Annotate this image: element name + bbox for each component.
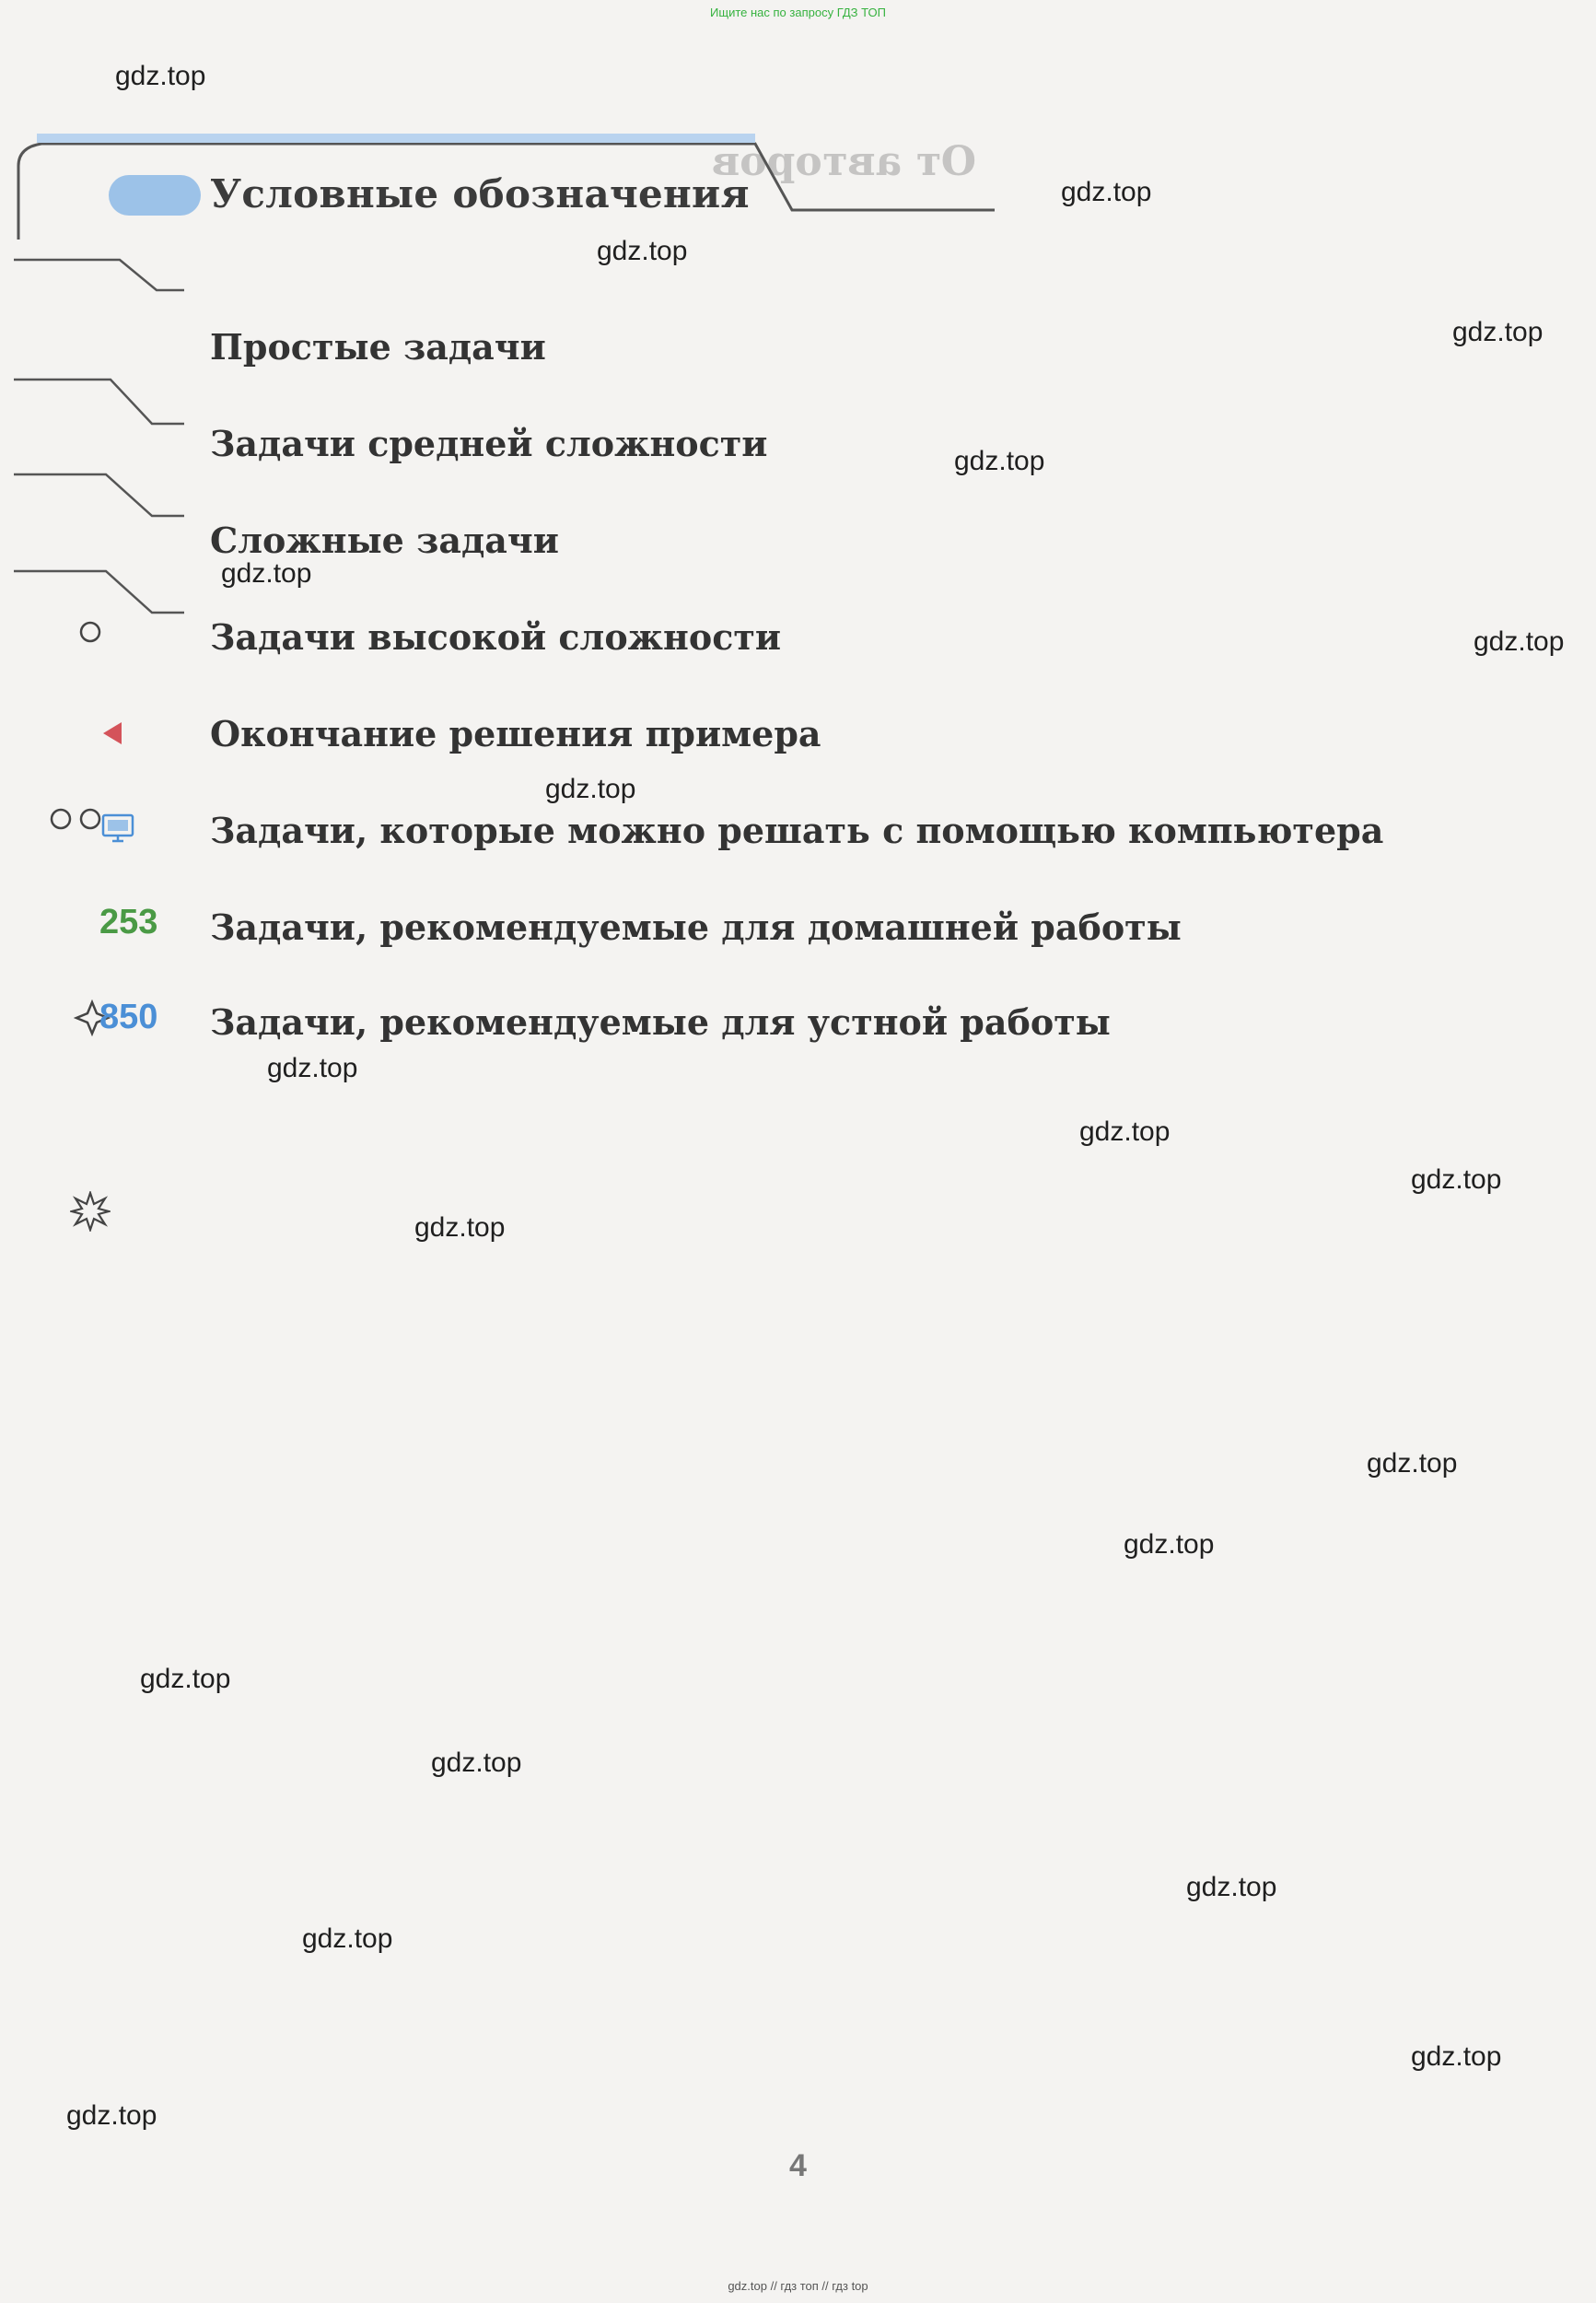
ghost-title: От авторов [711,138,976,185]
watermark: gdz.top [1452,317,1544,347]
watermark: gdz.top [1124,1529,1215,1560]
homework-number: 253 [99,903,158,941]
legend-row-medium [0,419,1596,502]
legend-label: Сложные задачи [210,520,559,561]
red-triangle-icon [99,720,125,746]
bottom-note: gdz.top // гдз топ // гдз top [728,2279,868,2293]
page-number: 4 [789,2148,807,2183]
top-note: Ищите нас по запросу ГДЗ ТОП [710,6,886,19]
legend-label: Окончание решения примера [210,713,821,754]
computer-icon [99,812,136,848]
legend-label: Задачи, которые можно решать с помощью компьютера [210,810,1384,851]
watermark: gdz.top [267,1053,358,1083]
legend-row-oral [0,998,1596,1081]
watermark: gdz.top [1411,1164,1502,1195]
watermark: gdz.top [66,2100,157,2131]
watermark: gdz.top [545,774,636,804]
legend-label: Простые задачи [210,326,546,368]
watermark: gdz.top [221,558,312,589]
watermark: gdz.top [597,236,688,266]
section-title: Условные обозначения [210,171,750,216]
burst-star-icon [70,1191,111,1232]
legend-label: Задачи, рекомендуемые для домашней работы [210,906,1182,948]
watermark: gdz.top [1061,177,1152,207]
legend-label: Задачи средней сложности [210,423,768,464]
legend-row-simple [0,322,1596,405]
watermark: gdz.top [431,1748,522,1778]
watermark: gdz.top [1474,626,1565,657]
watermark: gdz.top [954,446,1045,476]
legend-label: Задачи высокой сложности [210,616,782,658]
watermark: gdz.top [1186,1872,1277,1902]
legend-row-homework [0,903,1596,986]
legend-label: Задачи, рекомендуемые для устной работы [210,1001,1111,1043]
oral-number: 850 [99,998,158,1036]
legend-row-computer [0,806,1596,889]
watermark: gdz.top [115,61,206,91]
watermark: gdz.top [414,1212,506,1243]
watermark: gdz.top [1411,2041,1502,2072]
watermark: gdz.top [140,1664,231,1694]
watermark: gdz.top [1079,1116,1171,1147]
watermark: gdz.top [1367,1448,1458,1479]
legend-row-solution-end [0,709,1596,792]
legend-row-very-hard [0,613,1596,696]
watermark: gdz.top [302,1923,393,1954]
